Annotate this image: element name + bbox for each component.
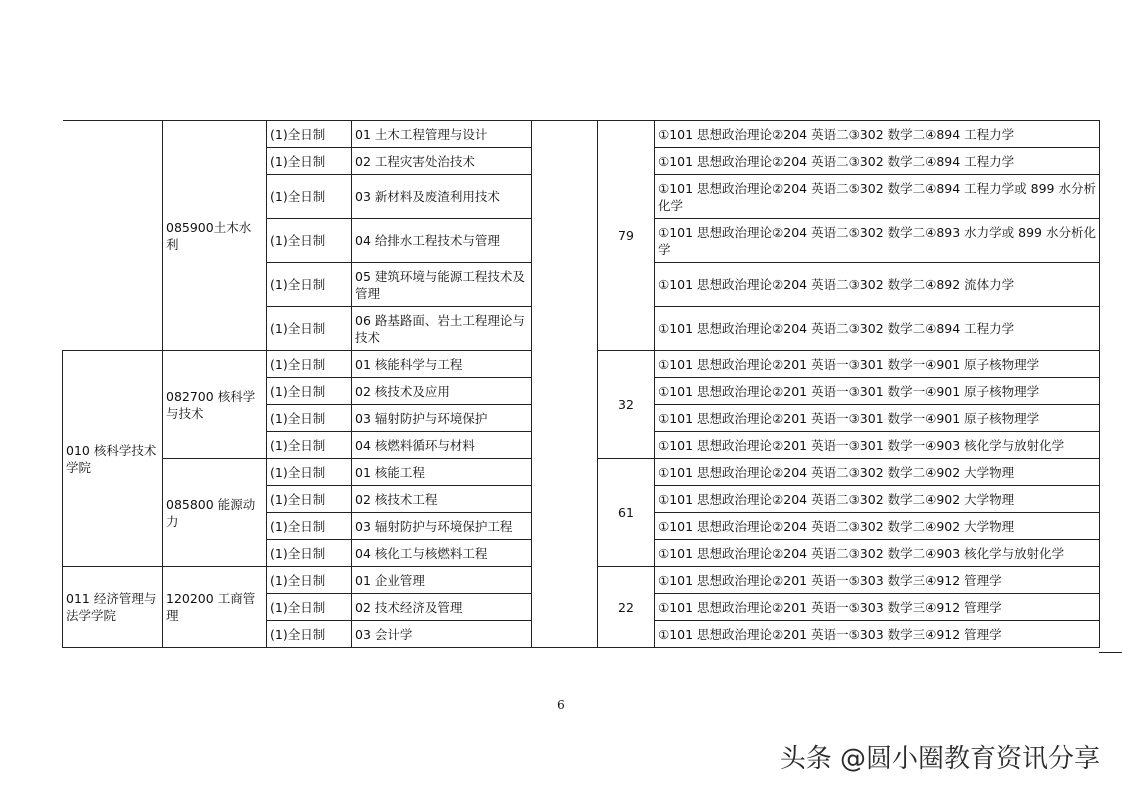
- study-mode-cell: (1)全日制: [267, 594, 352, 621]
- college-cell: 011 经济管理与法学学院: [63, 567, 163, 648]
- exam-subjects-cell: ①101 思想政治理论②204 英语二⑤302 数学二④893 水力学或 899 水分析化学: [655, 219, 1100, 263]
- study-mode-cell: (1)全日制: [267, 307, 352, 351]
- study-mode-cell: (1)全日制: [267, 621, 352, 648]
- research-direction-cell: 02 技术经济及管理: [352, 594, 532, 621]
- research-direction-cell: 01 核能工程: [352, 459, 532, 486]
- research-direction-cell: 03 辐射防护与环境保护工程: [352, 513, 532, 540]
- research-direction-cell: 03 辐射防护与环境保护: [352, 405, 532, 432]
- research-direction-cell: 02 核技术工程: [352, 486, 532, 513]
- college-cell: 010 核科学技术学院: [63, 351, 163, 567]
- blank-column-cell: [532, 121, 598, 648]
- college-cell: [63, 121, 163, 351]
- study-mode-cell: (1)全日制: [267, 378, 352, 405]
- research-direction-cell: 04 核化工与核燃料工程: [352, 540, 532, 567]
- study-mode-cell: (1)全日制: [267, 540, 352, 567]
- study-mode-cell: (1)全日制: [267, 351, 352, 378]
- study-mode-cell: (1)全日制: [267, 175, 352, 219]
- exam-subjects-cell: ①101 思想政治理论②204 英语二③302 数学二④903 核化学与放射化学: [655, 540, 1100, 567]
- study-mode-cell: (1)全日制: [267, 513, 352, 540]
- table-bottom-rule: [1099, 652, 1122, 653]
- major-cell: 085900土木水利: [163, 121, 267, 351]
- quota-cell: 32: [598, 351, 655, 459]
- research-direction-cell: 03 新材料及废渣利用技术: [352, 175, 532, 219]
- table-row: [63, 121, 1100, 148]
- research-direction-cell: 05 建筑环境与能源工程技术及管理: [352, 263, 532, 307]
- research-direction-cell: 01 核能科学与工程: [352, 351, 532, 378]
- study-mode-cell: (1)全日制: [267, 263, 352, 307]
- study-mode-cell: (1)全日制: [267, 432, 352, 459]
- research-direction-cell: 02 核技术及应用: [352, 378, 532, 405]
- major-cell: 082700 核科学与技术: [163, 351, 267, 459]
- exam-subjects-cell: ①101 思想政治理论②204 英语二③302 数学二④894 工程力学: [655, 121, 1100, 148]
- study-mode-cell: (1)全日制: [267, 148, 352, 175]
- quota-cell: 79: [598, 121, 655, 351]
- major-cell: 120200 工商管理: [163, 567, 267, 648]
- research-direction-cell: 03 会计学: [352, 621, 532, 648]
- page-number: 6: [557, 698, 565, 712]
- exam-subjects-cell: ①101 思想政治理论②204 英语二③302 数学二④902 大学物理: [655, 486, 1100, 513]
- exam-subjects-cell: ①101 思想政治理论②201 英语一⑤303 数学三④912 管理学: [655, 567, 1100, 594]
- exam-subjects-cell: ①101 思想政治理论②204 英语二③302 数学二④894 工程力学: [655, 148, 1100, 175]
- research-direction-cell: 01 土木工程管理与设计: [352, 121, 532, 148]
- exam-subjects-cell: ①101 思想政治理论②201 英语一③301 数学一④901 原子核物理学: [655, 405, 1100, 432]
- watermark-text: 头条 @圆小圈教育资讯分享: [779, 744, 1100, 774]
- study-mode-cell: (1)全日制: [267, 567, 352, 594]
- exam-subjects-cell: ①101 思想政治理论②201 英语一⑤303 数学三④912 管理学: [655, 621, 1100, 648]
- exam-subjects-cell: ①101 思想政治理论②201 英语一⑤303 数学三④912 管理学: [655, 594, 1100, 621]
- exam-subjects-cell: ①101 思想政治理论②201 英语一③301 数学一④903 核化学与放射化学: [655, 432, 1100, 459]
- enrollment-table: [62, 120, 1100, 648]
- study-mode-cell: (1)全日制: [267, 405, 352, 432]
- research-direction-cell: 06 路基路面、岩土工程理论与技术: [352, 307, 532, 351]
- quota-cell: 22: [598, 567, 655, 648]
- study-mode-cell: (1)全日制: [267, 219, 352, 263]
- research-direction-cell: 02 工程灾害处治技术: [352, 148, 532, 175]
- exam-subjects-cell: ①101 思想政治理论②201 英语一③301 数学一④901 原子核物理学: [655, 378, 1100, 405]
- quota-cell: 61: [598, 459, 655, 567]
- research-direction-cell: 04 核燃料循环与材料: [352, 432, 532, 459]
- research-direction-cell: 04 给排水工程技术与管理: [352, 219, 532, 263]
- major-cell: 085800 能源动力: [163, 459, 267, 567]
- exam-subjects-cell: ①101 思想政治理论②204 英语二⑤302 数学二④894 工程力学或 899 水分析化学: [655, 175, 1100, 219]
- study-mode-cell: (1)全日制: [267, 121, 352, 148]
- exam-subjects-cell: ①101 思想政治理论②204 英语二③302 数学二④902 大学物理: [655, 513, 1100, 540]
- exam-subjects-cell: ①101 思想政治理论②204 英语二③302 数学二④892 流体力学: [655, 263, 1100, 307]
- study-mode-cell: (1)全日制: [267, 459, 352, 486]
- exam-subjects-cell: ①101 思想政治理论②201 英语一③301 数学一④901 原子核物理学: [655, 351, 1100, 378]
- exam-subjects-cell: ①101 思想政治理论②204 英语二③302 数学二④902 大学物理: [655, 459, 1100, 486]
- study-mode-cell: (1)全日制: [267, 486, 352, 513]
- research-direction-cell: 01 企业管理: [352, 567, 532, 594]
- exam-subjects-cell: ①101 思想政治理论②204 英语二③302 数学二④894 工程力学: [655, 307, 1100, 351]
